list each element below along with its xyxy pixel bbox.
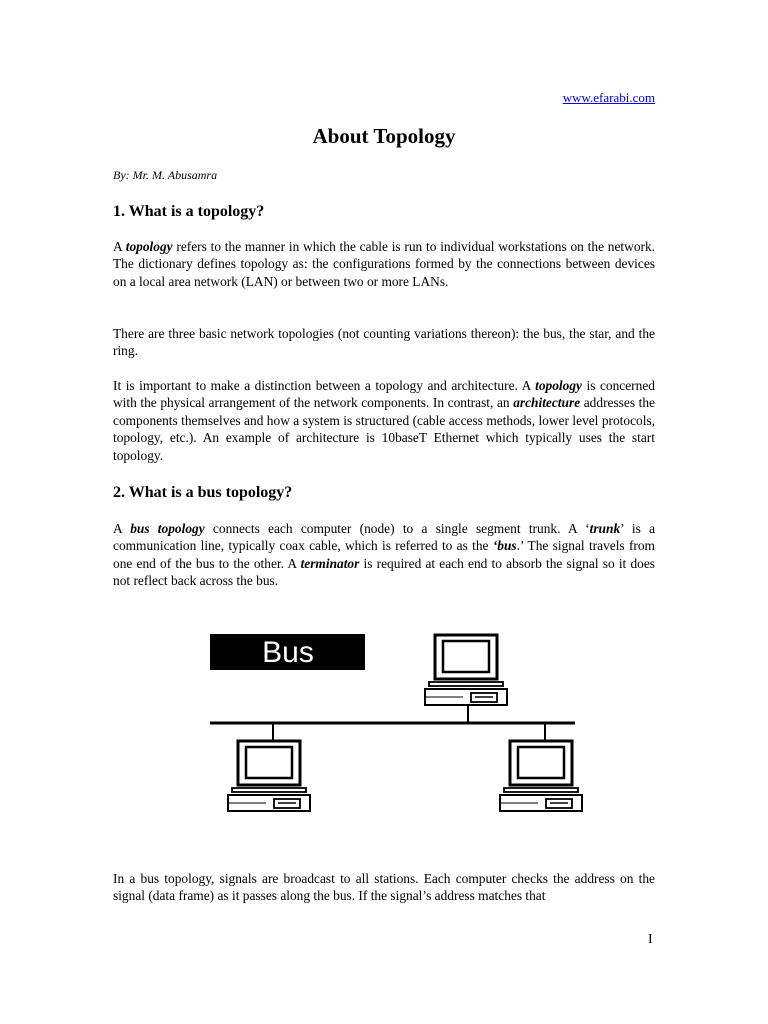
- term-topology: topology: [125, 239, 173, 254]
- term-bus-topology: bus topology: [130, 521, 205, 536]
- page-number: I: [648, 932, 653, 947]
- computer-icon: [228, 741, 310, 811]
- section-2-paragraph-1: A bus topology connects each computer (node) to a single segment trunk. A ‘trunk’ is a communication line, typically coax cable, which is referred to as the ‘bus.’ The signal travels from one end of the bus to the other. A terminator is required at each end to absorb the signal so it does not reflect back across the bus.: [113, 521, 656, 589]
- term-terminator: terminator: [300, 555, 360, 571]
- computer-icon: [425, 635, 507, 705]
- page-title: About Topology: [312, 124, 456, 148]
- term-trunk: trunk: [589, 521, 621, 536]
- section-1-paragraph-1: A topology refers to the manner in which the cable is run to individual workstations on the network. The dictionary defines topology as: the configurations formed by the connections between devices on a local area network (LAN) or between two or more LANs.: [113, 239, 656, 289]
- section-1-paragraph-2: There are three basic network topologies (not counting variations thereon): the bus, the star, and the ring.: [113, 326, 655, 359]
- term-architecture: architecture: [513, 395, 581, 411]
- term-bus: ‘bus: [492, 538, 517, 554]
- section-1-heading: 1. What is a topology?: [113, 203, 265, 220]
- section-1-paragraph-3: It is important to make a distinction between a topology and architecture. A topology is concerned with the physical arrangement of the network components. In contrast, an architecture addresses the components themselves and how a system is structured (cable access methods, lower level protocols, topology, etc.). An example of architecture is 10baseT Ethernet which typically uses the start topology.: [113, 378, 655, 463]
- computer-icon: [500, 741, 582, 811]
- section-2-heading: 2. What is a bus topology?: [113, 484, 293, 501]
- bus-topology-diagram: [200, 625, 590, 820]
- bus-label: Bus: [262, 636, 314, 669]
- author-line: By: Mr. M. Abusamra: [113, 168, 218, 182]
- section-2-paragraph-2: In a bus topology, signals are broadcast to all stations. Each computer checks the address on the signal (data frame) as it passes along the bus. If the signal’s address matches that: [113, 871, 655, 904]
- term-topology: topology: [535, 378, 582, 393]
- site-link[interactable]: www.efarabi.com: [562, 90, 655, 105]
